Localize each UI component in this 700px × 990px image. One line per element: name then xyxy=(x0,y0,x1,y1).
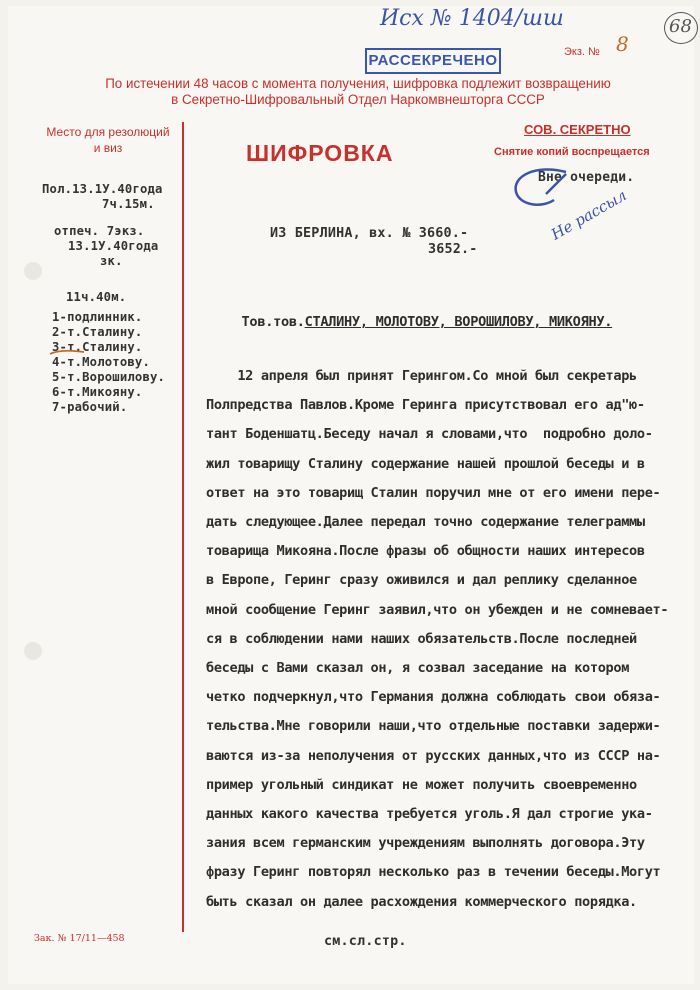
body-line: товарища Микояна.После фразы об общности наших интересов xyxy=(206,543,645,560)
handwritten-tick-mark xyxy=(48,346,88,360)
body-line: тельства.Мне говорили наши,что отдельные поставки задержи- xyxy=(206,718,661,735)
body-line: данных какого качества требуется уголь.Я дал строгие ука- xyxy=(206,806,653,822)
document-title: ШИФРОВКА xyxy=(246,140,394,166)
telegram-origin-number: 3652.- xyxy=(428,242,478,257)
body-line: ваются из-за неполучения от русских данных,что из СССР на- xyxy=(206,747,661,764)
notice-line-2: в Секретно-Шифровальный Отдел Наркомвнешторга СССР xyxy=(171,92,545,107)
printed-date: 13.1У.40года xyxy=(68,239,159,253)
secrecy-marking: СОВ. СЕКРЕТНО xyxy=(524,122,631,137)
body-line: 12 апреля был принят Герингом.Со мной был секретарь xyxy=(206,368,637,384)
body-line: Полпредства Павлов.Кроме Геринга присутствовал его ад"ю- xyxy=(206,397,645,414)
body-line: фразу Геринг повторял несколько раз в течении беседы.Могут xyxy=(206,864,661,881)
resolution-area-title xyxy=(34,124,182,156)
body-line: в Европе, Геринг сразу оживился и дал реплику сделанное xyxy=(206,572,637,589)
addressees-line xyxy=(210,298,612,346)
binder-hole xyxy=(24,642,42,660)
addressees-names: СТАЛИНУ, МОЛОТОВУ, ВОРОШИЛОВУ, МИКОЯНУ. xyxy=(304,314,613,330)
copy-number-label: Экз. № xyxy=(564,46,600,58)
handwritten-margin-note: Не рассыл xyxy=(548,186,630,244)
body-line: ся в соблюдении нами наших обязательств.После последней xyxy=(206,630,637,647)
body-line: ответ на это товарищ Сталин поручил мне от его имени пере- xyxy=(206,484,661,501)
body-line: жил товарищу Сталину содержание нашей прошлой беседы и в xyxy=(206,455,645,472)
continued-note: см.сл.стр. xyxy=(324,934,407,949)
resolution-title-line-1: Место для резолюций xyxy=(46,125,170,139)
distribution-item: 5-т.Ворошилову. xyxy=(52,370,166,384)
printed-suffix: зк. xyxy=(100,254,123,268)
binder-hole xyxy=(24,262,42,280)
margin-divider xyxy=(182,122,184,932)
return-notice xyxy=(28,76,688,108)
telegram-origin: ИЗ БЕРЛИНА, вх. № 3660.- xyxy=(270,226,469,241)
received-date: Пол.13.1У.40года xyxy=(42,182,163,196)
distribution-item: 1-подлинник. xyxy=(52,310,143,324)
received-time: 7ч.15м. xyxy=(102,197,155,211)
corner-page-number: 68 xyxy=(669,16,692,37)
notice-line-1: По истечении 48 часов с момента получения, шифровка подлежит возвращению xyxy=(105,76,611,91)
distribution-item: 3-т.Сталину. xyxy=(52,340,143,354)
body-line: беседы с Вами сказал он, я созвал заседание на котором xyxy=(206,660,630,676)
document-page xyxy=(8,6,694,984)
copy-prohibition: Снятие копий воспрещается xyxy=(494,146,650,158)
resolution-title-line-2: и виз xyxy=(93,141,123,155)
body-line: зания всем германским учреждениям выполнять договора.Эту xyxy=(206,835,645,852)
sent-time: 11ч.40м. xyxy=(66,290,127,304)
priority-mark: Вне очереди. xyxy=(538,170,635,185)
declassified-stamp: РАССЕКРЕЧЕНО xyxy=(365,48,501,74)
body-line: четко подчеркнул,что Германия должна соблюдать свои обяза- xyxy=(206,689,661,706)
distribution-item: 7-рабочий. xyxy=(52,400,128,414)
body-line: дать следующее.Далее передал точно содержание телеграммы xyxy=(206,514,645,530)
distribution-item: 4-т.Молотову. xyxy=(52,355,150,369)
body-line: тант Боденшатц.Беседу начал я словами,что подробно доло- xyxy=(206,426,653,443)
body-line: быть сказал он далее расхождения коммерческого порядка. xyxy=(206,893,637,910)
printed-count: отпеч. 7экз. xyxy=(54,224,145,238)
handwritten-copy-number: 8 xyxy=(616,32,629,56)
body-line: пример угольный синдикат не может получить своевременно xyxy=(206,776,637,793)
distribution-item: 2-т.Сталину. xyxy=(52,325,143,339)
body-line: мной сообщение Геринг заявил,что он убежден и не сомневает- xyxy=(206,601,669,618)
distribution-item: 6-т.Микояну. xyxy=(52,385,143,399)
print-order-code: Зак. № 17/11—458 xyxy=(34,933,125,944)
addressees-prefix: Тов.тов. xyxy=(241,314,305,330)
handwritten-outgoing-ref: Исх № 1404/шш xyxy=(380,6,564,31)
